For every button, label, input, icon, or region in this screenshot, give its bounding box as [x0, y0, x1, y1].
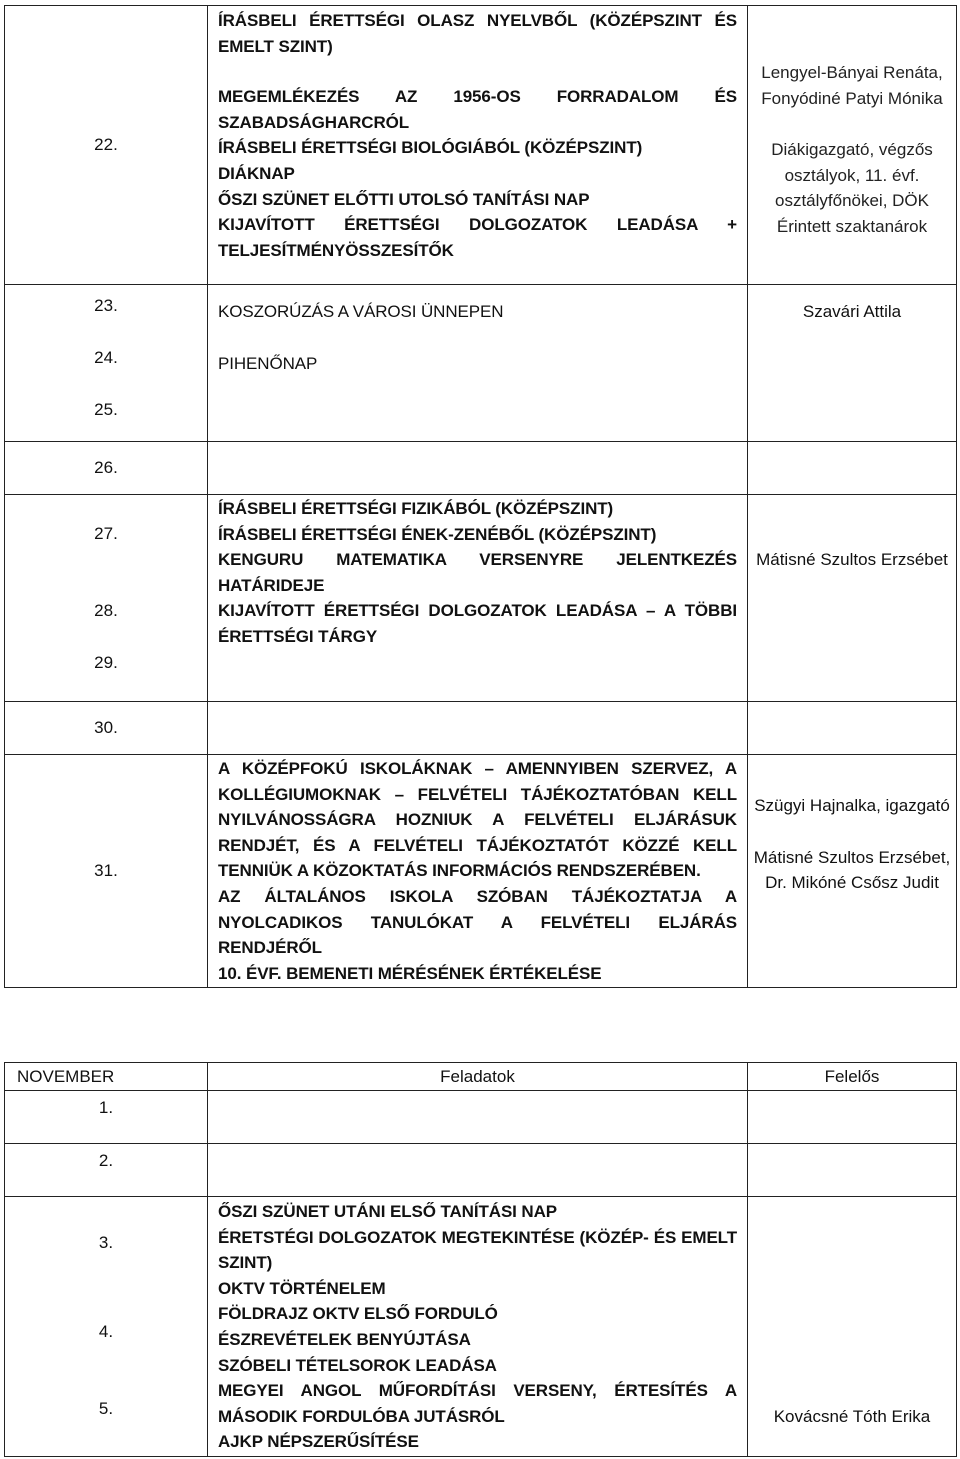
day-cell: [5, 495, 208, 702]
month-header: NOVEMBER: [5, 1063, 208, 1091]
task-item: ŐSZI SZÜNET UTÁNI ELSŐ TANÍTÁSI NAP: [218, 1202, 558, 1221]
day-cell: [5, 702, 208, 755]
responsible-header: Felelős: [748, 1063, 957, 1091]
tasks-cell: [208, 285, 748, 442]
responsible-cell: [748, 495, 957, 702]
responsible-cell: [748, 442, 957, 495]
table-row: [5, 755, 957, 988]
tasks-cell: [208, 1197, 748, 1457]
day-number: 29.: [94, 653, 118, 672]
table-row: [5, 285, 957, 442]
tasks-cell: [208, 1144, 748, 1197]
task-item: ÍRÁSBELI ÉRETTSÉGI BIOLÓGIÁBÓL (KÖZÉPSZINT): [218, 138, 643, 158]
task-item: ÉRETSTÉGI DOLGOZATOK MEGTEKINTÉSE (KÖZÉP- ÉS EMELT SZINT): [218, 1227, 737, 1273]
task-item: 10. ÉVF. BEMENETI MÉRÉSÉNEK ÉRTÉKELÉSE: [218, 963, 602, 983]
day-number: 27.: [94, 524, 118, 543]
day-cell: [5, 1144, 208, 1197]
task-item: PIHENŐNAP: [218, 353, 318, 373]
tasks-cell: [208, 495, 748, 702]
day-cell: [5, 755, 208, 988]
day-number: 4.: [98, 1322, 114, 1341]
day-number: 26.: [94, 458, 118, 478]
day-cell: [5, 285, 208, 442]
day-cell: [5, 1197, 208, 1457]
day-number: 24.: [94, 348, 118, 367]
tasks-cell: [208, 1091, 748, 1144]
task-item: A KÖZÉPFOKÚ ISKOLÁKNAK – AMENNYIBEN SZERVEZ, A KOLLÉGIUMOKNAK – FELVÉTELI TÁJÉKOZTATÓBAN KELL NYILVÁNOSSÁGRA HOZNIUK A FELVÉTELI ELJÁRÁSUK RENDJÉT, ÉS A FELVÉTELI TÁJÉKOZTATÓT KÖZZÉ KELL TENNIÜK A KÖZOKTATÁS INFORMÁCIÓS RENDSZERÉBEN.: [218, 759, 737, 881]
day-number: 1.: [98, 1098, 114, 1117]
responsible-cell: [748, 1197, 957, 1457]
responsible-cell: [748, 6, 957, 285]
table-row: [5, 6, 957, 285]
task-item: KIJAVÍTOTT ÉRETTSÉGI DOLGOZATOK LEADÁSA + TELJESÍTMÉNYÖSSZESÍTŐK: [218, 215, 737, 260]
task-item: ÍRÁSBELI ÉRETTSÉGI ÉNEK-ZENÉBŐL (KÖZÉPSZINT): [218, 524, 657, 544]
table-row: [5, 495, 957, 702]
day-number: 30.: [94, 718, 118, 738]
table-row: [5, 442, 957, 495]
task-item: KIJAVÍTOTT ÉRETTSÉGI DOLGOZATOK LEADÁSA – A TÖBBI ÉRETTSÉGI TÁRGY: [218, 601, 737, 646]
task-item: KENGURU MATEMATIKA VERSENYRE JELENTKEZÉS HATÁRIDEJE: [218, 550, 737, 595]
responsible-item: Diákigazgató, végzős osztályok, 11. évf. osztályfőnökei, DÖK: [771, 140, 933, 211]
responsible-cell: [748, 1091, 957, 1144]
day-number: 2.: [98, 1151, 114, 1170]
day-number: 28.: [94, 601, 118, 620]
day-number: 3.: [98, 1233, 114, 1252]
responsible-item: Szügyi Hajnalka, igazgató: [754, 796, 950, 815]
tasks-cell: [208, 6, 748, 285]
task-item: FÖLDRAJZ OKTV ELSŐ FORDULÓ: [218, 1304, 498, 1324]
task-item: MEGYEI ANGOL MŰFORDÍTÁSI VERSENY, ÉRTESÍTÉS A MÁSODIK FORDULÓBA JUTÁSRÓL: [218, 1381, 737, 1426]
day-cell: [5, 6, 208, 285]
task-item: DIÁKNAP: [218, 163, 295, 183]
task-item: SZÓBELI TÉTELSOROK LEADÁSA: [218, 1355, 497, 1375]
responsible-item: Lengyel-Bányai Renáta, Fonyódiné Patyi Mónika: [761, 63, 943, 108]
table-row: [5, 1091, 957, 1144]
task-item: KOSZORÚZÁS A VÁROSI ÜNNEPEN: [218, 302, 504, 321]
tasks-cell: [208, 702, 748, 755]
tasks-cell: [208, 442, 748, 495]
day-number: 5.: [98, 1399, 114, 1418]
day-cell: [5, 1091, 208, 1144]
responsible-item: Szavári Attila: [802, 302, 902, 321]
november-schedule-table: [4, 1062, 957, 1457]
responsible-cell: [748, 1144, 957, 1197]
task-item: MEGEMLÉKEZÉS AZ 1956-OS FORRADALOM ÉS SZABADSÁGHARCRÓL: [218, 87, 737, 132]
day-number: 22.: [94, 135, 118, 155]
tasks-header: Feladatok: [208, 1063, 748, 1091]
task-item: ŐSZI SZÜNET ELŐTTI UTOLSÓ TANÍTÁSI NAP: [218, 189, 590, 209]
task-item: OKTV TÖRTÉNELEM: [218, 1278, 386, 1298]
day-number: 23.: [94, 296, 118, 315]
responsible-cell: [748, 702, 957, 755]
table-row: [5, 1144, 957, 1197]
task-item: ÍRÁSBELI ÉRETTSÉGI OLASZ NYELVBŐL (KÖZÉPSZINT ÉS EMELT SZINT): [218, 11, 737, 56]
october-schedule-table: [4, 5, 957, 988]
task-item: AZ ÁLTALÁNOS ISKOLA SZÓBAN TÁJÉKOZTATJA A NYOLCADIKOS TANULÓKAT A FELVÉTELI ELJÁRÁS RENDJÉRŐL: [218, 886, 737, 958]
responsible-item: Mátisné Szultos Erzsébet: [756, 550, 948, 569]
responsible-cell: [748, 285, 957, 442]
task-item: ÉSZREVÉTELEK BENYÚJTÁSA: [218, 1329, 471, 1349]
table-row: [5, 1197, 957, 1457]
day-cell: [5, 442, 208, 495]
day-number: 31.: [94, 861, 118, 881]
responsible-item: Érintett szaktanárok: [776, 216, 928, 236]
responsible-cell: [748, 755, 957, 988]
task-item: AJKP NÉPSZERŰSÍTÉSE: [218, 1432, 419, 1452]
tasks-cell: [208, 755, 748, 988]
table-header-row: [5, 1063, 957, 1091]
day-number: 25.: [94, 400, 118, 419]
table-row: [5, 702, 957, 755]
responsible-item: Mátisné Szultos Erzsébet, Dr. Mikóné Csősz Judit: [753, 847, 951, 893]
task-item: ÍRÁSBELI ÉRETTSÉGI FIZIKÁBÓL (KÖZÉPSZINT): [218, 499, 614, 518]
responsible-item: Kovácsné Tóth Erika: [773, 1407, 931, 1426]
